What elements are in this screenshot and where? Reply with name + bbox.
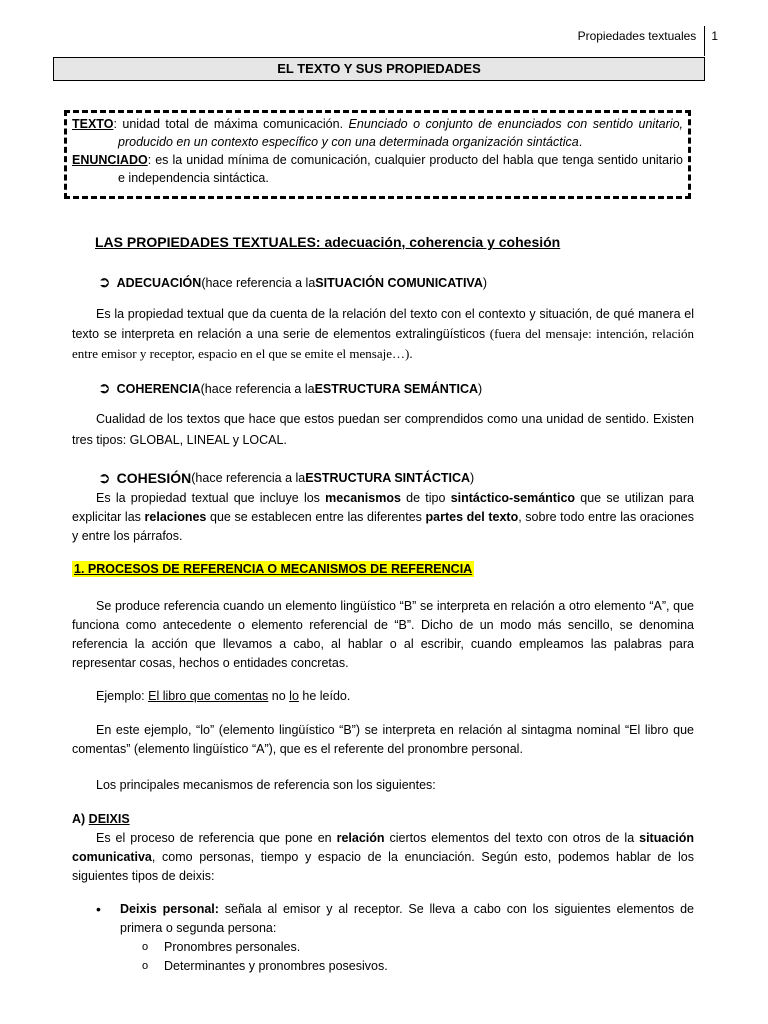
cohesion-note-bold: ESTRUCTURA SINTÁCTICA — [305, 471, 471, 485]
ejemplo-underlined: lo — [289, 689, 299, 703]
deixis-bold: relación — [336, 831, 385, 845]
adecuacion-note2: ) — [482, 275, 488, 290]
adecuacion-heading — [98, 275, 487, 290]
texto-definition-end: . — [578, 135, 583, 149]
deixis-text: ciertos elementos del texto con otros de la — [384, 831, 640, 845]
principales-paragraph — [72, 776, 694, 795]
bullet-icon: • — [96, 901, 101, 917]
cohesion-text: que se utilizan para explicitar las — [72, 491, 694, 524]
coherencia-note2: ) — [478, 381, 483, 396]
adecuacion-label: ADECUACIÓN — [116, 275, 202, 290]
cohesion-bold: sintáctico-semántico — [450, 491, 576, 505]
arrow-right-icon: ➲ — [98, 380, 111, 397]
ejemplo-explanation-paragraph — [72, 721, 694, 759]
cohesion-text: de tipo — [400, 491, 451, 505]
deixis-heading — [72, 810, 694, 829]
adecuacion-body-serif: (fuera del mensaje: intención, relación entre emisor y receptor, espacio en el que se emite el mensaje…). — [72, 326, 694, 361]
cohesion-note1: (hace referencia a la — [191, 471, 306, 485]
coherencia-heading — [98, 381, 482, 396]
ejemplo-explanation: En este ejemplo, “lo” (elemento lingüístico “B”) se interpreta en relación al sintagma nominal “El libro que comentas” (elemento lingüístico “A”), que es el referente del pronombre personal. — [72, 723, 694, 756]
main-heading-part1: LAS PROPIEDADES TEXTUALES: — [95, 234, 325, 250]
adecuacion-body: Es la propiedad textual que da cuenta de la relación del texto con el contexto y situación, de qué manera el texto se interpreta en relación a una serie de elementos extralingüísticos — [72, 307, 694, 341]
texto-definition-italic: Enunciado o conjunto de enunciados con sentido unitario, producido en un contexto específico y con una determinada organización sintáctica — [118, 117, 683, 149]
referencia-body: Se produce referencia cuando un elemento lingüístico “B” se interpreta en relación a otro elemento “A”, que funciona como antecedente o elemento referencial de “B”. Dicho de un modo más sencillo, se denomina referencia la acción que llevamos a cabo, al hablar o al escribir, cuando empleamos las palabras para representar cosas, hechos o entidades concretas. — [72, 599, 694, 670]
coherencia-paragraph — [72, 409, 694, 451]
list-item — [72, 938, 694, 957]
term-enunciado: ENUNCIADO — [72, 153, 148, 167]
cohesion-text: que se establecen entre las diferentes — [206, 510, 426, 524]
deixis-label: DEIXIS — [88, 812, 130, 826]
cohesion-text: Es la propiedad textual que incluye los — [96, 491, 326, 505]
texto-definition-text: : unidad total de máxima comunicación. — [113, 117, 349, 131]
list-item — [72, 957, 694, 976]
deixis-list — [72, 900, 694, 976]
page-header — [578, 16, 718, 56]
term-texto: TEXTO — [72, 117, 114, 131]
cohesion-bold: mecanismos — [325, 491, 401, 505]
cohesion-paragraph — [72, 489, 694, 546]
circle-bullet-icon: o — [142, 960, 149, 972]
coherencia-body: Cualidad de los textos que hace que estos puedan ser comprendidos como una unidad de sentido. Existen tres tipos: GLOBAL, LINEAL y LOCAL. — [72, 412, 694, 447]
header-title: Propiedades textuales — [577, 29, 697, 43]
sub-item-text: Pronombres personales. — [164, 940, 301, 954]
ejemplo-paragraph — [72, 687, 694, 706]
ejemplo-prefix: Ejemplo: — [96, 689, 149, 703]
adecuacion-note-bold: SITUACIÓN COMUNICATIVA — [315, 275, 483, 290]
cohesion-text: , sobre todo entre las oraciones y entre los párrafos. — [72, 510, 695, 543]
circle-bullet-icon: o — [142, 941, 149, 953]
ejemplo-mid: no — [268, 689, 290, 703]
document-title: EL TEXTO Y SUS PROPIEDADES — [53, 57, 705, 81]
ejemplo-underlined: El libro que comentas — [148, 689, 269, 703]
enunciado-definition-text: : es la unidad mínima de comunicación, cualquier producto del habla que tenga sentido unitario e independencia sintáctica. — [118, 153, 683, 185]
arrow-right-icon: ➲ — [98, 274, 111, 291]
definitions-box — [64, 110, 691, 199]
adecuacion-paragraph — [72, 305, 694, 364]
coherencia-note-bold: ESTRUCTURA SEMÁNTICA — [314, 381, 478, 396]
cohesion-bold: relaciones — [144, 510, 207, 524]
coherencia-note1: (hace referencia a la — [200, 381, 315, 396]
bullet-bold: Deixis personal: — [120, 902, 219, 916]
deixis-bold: situación comunicativa — [72, 831, 694, 864]
cohesion-bold: partes del texto — [425, 510, 519, 524]
cohesion-label: COHESIÓN — [116, 470, 192, 486]
referencia-paragraph — [72, 597, 694, 673]
deixis-text: Es el proceso de referencia que pone en — [96, 831, 337, 845]
definition-enunciado — [72, 151, 683, 187]
ejemplo-suffix: he leído. — [298, 689, 351, 703]
cohesion-heading — [98, 470, 474, 486]
adecuacion-note1: (hace referencia a la — [201, 275, 316, 290]
deixis-section — [72, 810, 694, 886]
page-number: 1 — [711, 29, 718, 43]
coherencia-label: COHERENCIA — [116, 381, 201, 396]
definition-texto — [72, 115, 683, 151]
section-title: 1. PROCESOS DE REFERENCIA O MECANISMOS DE REFERENCIA — [74, 562, 473, 576]
deixis-text: , como personas, tiempo y espacio de la enunciación. Según esto, podemos hablar de los siguientes tipos de deixis: — [72, 850, 694, 883]
principales-text: Los principales mecanismos de referencia son los siguientes: — [96, 778, 436, 792]
main-heading — [95, 234, 560, 250]
deixis-prefix: A) — [72, 812, 89, 826]
arrow-right-icon: ➲ — [98, 469, 111, 487]
list-item — [72, 900, 694, 938]
cohesion-note2: ) — [470, 471, 475, 485]
bullet-text: señala al emisor y al receptor. Se lleva a cabo con los siguientes elementos de primera o segunda persona: — [120, 902, 694, 935]
sub-item-text: Determinantes y pronombres posesivos. — [164, 959, 388, 973]
main-heading-part2: adecuación, coherencia y cohesión — [324, 234, 561, 250]
